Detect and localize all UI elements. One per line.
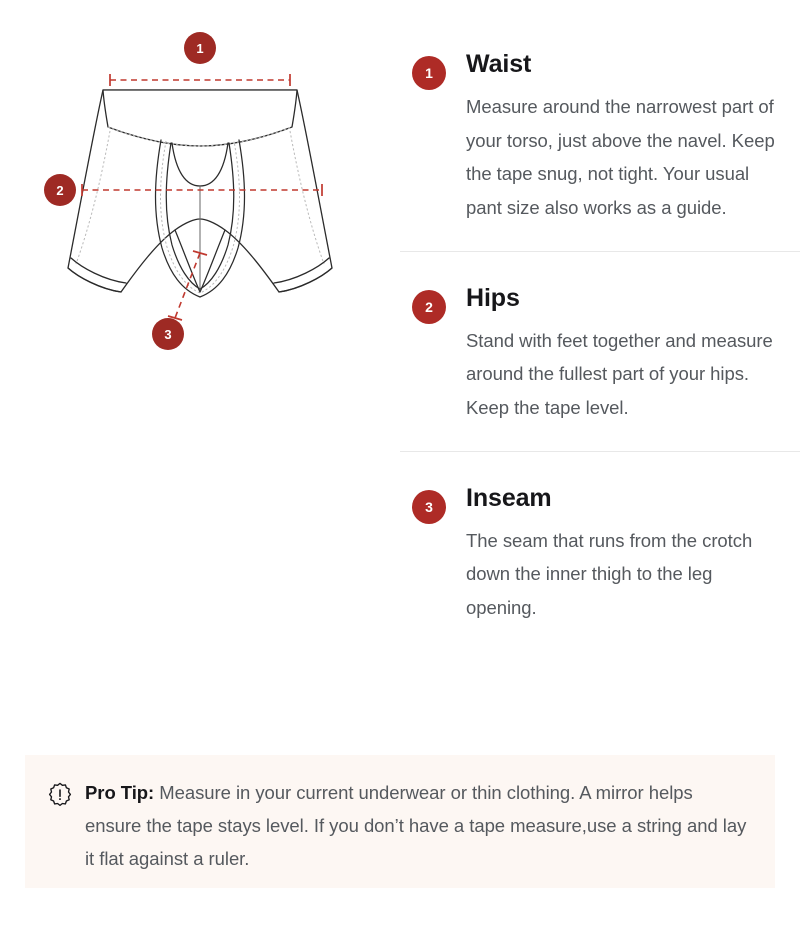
step-description-inseam: The seam that runs from the crotch down the inner thigh to the leg opening. bbox=[466, 529, 753, 618]
step-number-badge-3: 3 bbox=[412, 490, 446, 524]
marker-label-2: 2 bbox=[56, 183, 64, 198]
badge-exclamation-icon bbox=[47, 782, 73, 808]
step-description-waist: Measure around the narrowest part of your torso, just above the navel. Keep the tape snug, not tight. Your usual pant size also works as a guide. bbox=[466, 96, 775, 218]
pro-tip-panel bbox=[25, 755, 775, 888]
step-number-badge-1: 1 bbox=[412, 56, 446, 90]
step-title-waist: Waist bbox=[466, 50, 532, 78]
step-title-inseam: Inseam bbox=[466, 483, 552, 512]
garment-diagram-panel bbox=[0, 0, 400, 745]
step-item-waist bbox=[400, 50, 800, 251]
marker-label-1: 1 bbox=[196, 41, 204, 56]
step-description-hips: Stand with feet together and measure around the fullest part of your hips. Keep the tape level. bbox=[466, 329, 773, 418]
diagram-marker-2 bbox=[44, 174, 76, 206]
garment-illustration bbox=[68, 90, 332, 297]
step-number-badge-2: 2 bbox=[412, 290, 446, 324]
diagram-marker-3 bbox=[152, 318, 184, 350]
step-item-inseam bbox=[400, 451, 800, 651]
step-item-hips bbox=[400, 251, 800, 451]
measurement-steps-list bbox=[400, 0, 800, 651]
pro-tip-body: Measure in your current underwear or thin clothing. A mirror helps ensure the tape stays level. If you don’t have a tape measure,use a string and lay it flat against a ruler. bbox=[85, 782, 747, 869]
pro-tip-label: Pro Tip: bbox=[85, 782, 155, 803]
measure-line-waist bbox=[110, 74, 290, 86]
pro-tip-text bbox=[85, 777, 749, 876]
step-title-hips: Hips bbox=[466, 283, 520, 312]
boxer-brief-measurement-diagram bbox=[0, 0, 400, 400]
marker-label-3: 3 bbox=[164, 327, 172, 342]
diagram-marker-1 bbox=[184, 32, 216, 64]
